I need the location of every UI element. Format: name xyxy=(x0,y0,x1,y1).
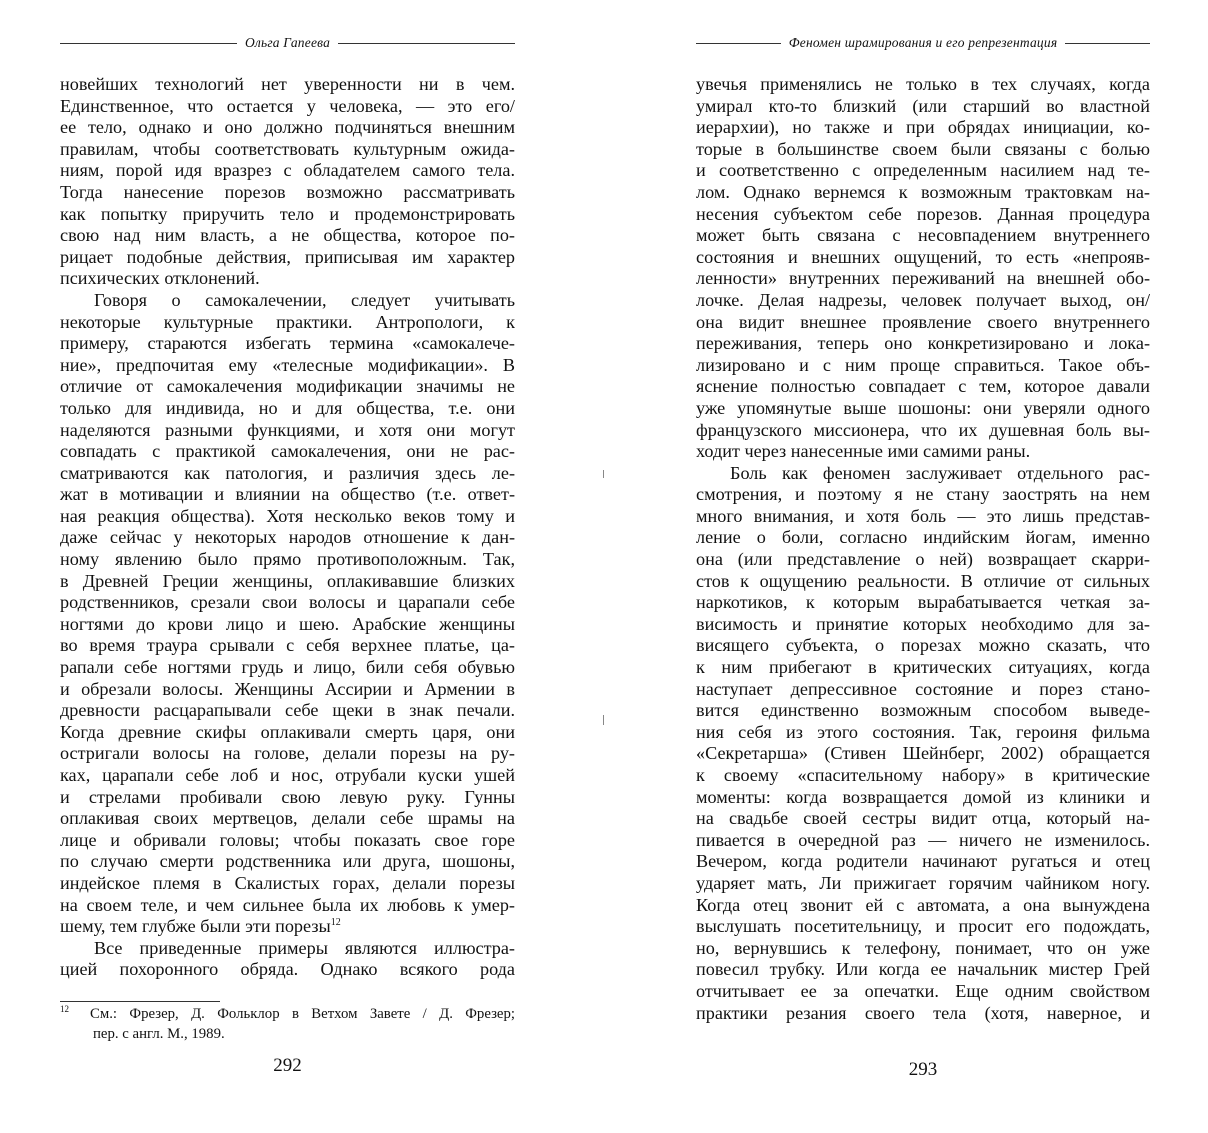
text-line xyxy=(60,851,515,873)
text-line xyxy=(696,268,1150,290)
text-line-content: цией похоронного обряда. Однако всякого рода xyxy=(60,959,515,980)
text-line xyxy=(696,938,1150,960)
text-line xyxy=(60,743,515,765)
text-line-content: пивается в очередной раз — ничего не изменилось. xyxy=(696,829,1150,850)
text-line-content: Все приведенные примеры являются иллюстра- xyxy=(94,937,515,958)
text-line-content: ние», предпочитая ему «телесные модификации». В xyxy=(60,354,515,375)
text-line xyxy=(696,873,1150,895)
text-line xyxy=(60,549,515,571)
right-page xyxy=(696,0,1150,1133)
text-line-content: ному явлению было прямо противоположным. Так, xyxy=(60,549,515,570)
text-line-content: переживания, теперь оно конкретизировано и лока- xyxy=(696,333,1150,354)
text-line xyxy=(60,895,515,917)
text-line-content: отчитывает ее за опечатки. Еще одним свойством xyxy=(696,980,1150,1001)
footnote-line: пер. с англ. М., 1989. xyxy=(93,1026,225,1042)
text-line xyxy=(696,743,1150,765)
text-line-content: ниям, порой идя вразрез с обладателем самого тела. xyxy=(60,160,515,181)
text-line xyxy=(696,247,1150,269)
text-line xyxy=(60,74,515,96)
text-line-content: она (или представление о ней) возвращает скарри- xyxy=(696,549,1150,570)
text-line xyxy=(60,160,515,182)
text-line xyxy=(60,506,515,528)
text-line xyxy=(60,290,515,312)
text-line xyxy=(60,700,515,722)
text-line xyxy=(696,959,1150,981)
text-line xyxy=(696,398,1150,420)
text-line xyxy=(696,225,1150,247)
text-line-content: новейших технологий нет уверенности ни в чем. xyxy=(60,74,515,94)
running-head-rule xyxy=(696,43,781,44)
text-line-content: ная реакция общества). Хотя несколько веков тому и xyxy=(60,505,515,526)
text-line-content: оплакивая своих мертвецов, делали себе шрамы на xyxy=(60,808,515,829)
text-line xyxy=(60,182,515,204)
text-line xyxy=(60,722,515,744)
text-line xyxy=(60,592,515,614)
text-line-content: лочке. Делая надрезы, человек получает выход, он/ xyxy=(696,289,1150,310)
text-line-content: свою над ним власть, а не общества, которое по- xyxy=(60,225,515,246)
text-line-content: стов к ощущению реальности. В отличие от сильных xyxy=(696,570,1150,591)
text-line-content: моменты: когда возвращается домой из клиники и xyxy=(696,786,1150,807)
text-line-content: яснение полностью совпадает с тем, которое давали xyxy=(696,376,1150,397)
text-line xyxy=(60,635,515,657)
text-line-content: по случаю смерти родственника или друга, шошоны, xyxy=(60,851,515,872)
text-line-content: психических отклонений. xyxy=(60,268,260,289)
text-line xyxy=(60,679,515,701)
text-line xyxy=(696,290,1150,312)
text-line-content: индейское племя в Скалистых горах, делали порезы xyxy=(60,872,515,893)
text-line xyxy=(60,657,515,679)
text-line xyxy=(60,225,515,247)
text-line-content: выслушать посетительницу, и просит его подождать, xyxy=(696,916,1150,937)
text-line xyxy=(696,355,1150,377)
text-line-content: Вечером, когда родители начинают ругаться и отец xyxy=(696,851,1150,872)
text-line-content: повесил трубку. Или когда ее начальник мистер Грей xyxy=(696,959,1150,980)
text-line-content: много внимания, и хотя боль — это лишь представ- xyxy=(696,505,1150,526)
text-line-content: правилам, чтобы соответствовать культурным ожида- xyxy=(60,138,515,159)
text-line xyxy=(696,117,1150,139)
text-line-content: увечья применялись не только в тех случаях, когда xyxy=(696,74,1150,94)
text-line xyxy=(60,938,515,960)
text-line-content: к ним прибегают в критических ситуациях, когда xyxy=(696,657,1150,678)
text-line xyxy=(60,268,515,290)
text-line-content: остригали волосы на голове, делали порезы на ру- xyxy=(60,743,515,764)
gutter-mark xyxy=(603,715,604,725)
text-line-content: несения субъектом себе порезов. Данная процедура xyxy=(696,203,1150,224)
right-running-head xyxy=(696,33,1150,53)
text-line xyxy=(696,679,1150,701)
text-line xyxy=(696,830,1150,852)
footnote-line: См.: Фрезер, Д. Фольклор в Ветхом Завете / Д. Фрезер; xyxy=(90,1006,515,1022)
text-line-content: ленности» внутренних переживаний на внешней обо- xyxy=(696,268,1150,289)
text-line xyxy=(60,441,515,463)
text-line xyxy=(696,484,1150,506)
text-line-content: родственников, срезали свои волосы и царапали себе xyxy=(60,592,515,613)
text-line-content: древности расцарапывали себе щеки в знак печали. xyxy=(60,700,515,721)
text-line xyxy=(696,139,1150,161)
text-line-content: наделяются разными функциями, и хотя они могут xyxy=(60,419,515,440)
text-line-content: состояния и внешних ощущений, то есть «непрояв- xyxy=(696,246,1150,267)
text-line-content: Тогда нанесение порезов возможно рассматривать xyxy=(60,181,515,202)
text-line xyxy=(60,830,515,852)
text-line-content: и соответственно с определенным насилием над те- xyxy=(696,160,1150,181)
text-line-content: ках, царапали себе лоб и нос, отрубали куски ушей xyxy=(60,765,515,785)
footnote-12: 12 См.: Фрезер, Д. Фольклор в Ветхом Завете / Д. Фрезер; пер. с англ. М., 1989. xyxy=(60,1004,515,1042)
text-line-content: жат в мотивации и влиянии на общество (т.е. ответ- xyxy=(60,484,515,505)
footnote-reference: 12 xyxy=(330,917,341,929)
text-line xyxy=(696,506,1150,528)
text-line xyxy=(60,247,515,269)
text-line xyxy=(60,204,515,226)
text-line-content: совпадать с практикой самокалечения, они не рас- xyxy=(60,441,515,462)
text-line-content: лизировано и с ним проще справиться. Такое объ- xyxy=(696,354,1150,375)
text-line xyxy=(696,895,1150,917)
text-line-content: во время траура срывали с себя верхнее платье, ца- xyxy=(60,635,515,656)
text-line xyxy=(60,916,515,938)
text-line-content: на своем теле, и чем сильнее была их любовь к умер- xyxy=(60,894,515,915)
text-line-content: в Древней Греции женщины, оплакивавшие близких xyxy=(60,570,515,591)
text-line xyxy=(696,981,1150,1003)
text-line-content: вится единственно возможным способом выведе- xyxy=(696,700,1150,721)
text-line xyxy=(60,571,515,593)
running-head-title: Феномен шрамирования и его репрезентация xyxy=(788,35,1058,50)
text-line xyxy=(60,463,515,485)
text-line-content: и обрезали волосы. Женщины Ассирии и Армении в xyxy=(60,678,515,699)
text-line-content: и стрелами пробивали свою левую руку. Гунны xyxy=(60,786,515,807)
text-line xyxy=(696,420,1150,442)
text-line-content: умирал кто-то близкий (или старший во властной xyxy=(696,95,1150,116)
text-line-content: как попытку приручить тело и продемонстрировать xyxy=(60,203,515,224)
text-line xyxy=(696,787,1150,809)
text-line-content: наступает депрессивное состояние и порез стано- xyxy=(696,678,1150,699)
text-line-content: уже упомянутые выше шошоны: они уверяли одного xyxy=(696,397,1150,418)
text-line xyxy=(696,527,1150,549)
text-line xyxy=(60,614,515,636)
text-line-content: иерархии), но также и при обрядах инициации, ко- xyxy=(696,117,1150,138)
left-running-head xyxy=(60,33,515,53)
text-line-content: Говоря о самокалечении, следует учитывать xyxy=(94,289,515,310)
text-line-content: некоторые культурные практики. Антропологи, к xyxy=(60,311,515,332)
text-line xyxy=(60,139,515,161)
text-line-content: лом. Однако вернемся к возможным трактовкам на- xyxy=(696,181,1150,202)
text-line xyxy=(696,657,1150,679)
text-line xyxy=(696,312,1150,334)
text-line xyxy=(696,765,1150,787)
text-line-content: рицает подобные действия, приписывая им характер xyxy=(60,246,515,267)
text-line-content: висимость и принятие которых необходимо для за- xyxy=(696,613,1150,634)
left-body-text xyxy=(60,74,515,981)
text-line-content: может быть связана с несовпадением внутреннего xyxy=(696,225,1150,246)
page-number-right: 293 xyxy=(908,1059,938,1080)
text-line xyxy=(60,527,515,549)
running-head-rule xyxy=(338,43,515,44)
text-line xyxy=(60,312,515,334)
text-line xyxy=(60,96,515,118)
footnote-separator xyxy=(60,1001,220,1002)
text-line xyxy=(696,463,1150,485)
text-line xyxy=(696,592,1150,614)
text-line xyxy=(696,160,1150,182)
text-line-content: «Секретарша» (Стивен Шейнберг, 2002) обращается xyxy=(696,743,1150,764)
text-line xyxy=(696,549,1150,571)
text-line xyxy=(696,916,1150,938)
text-line-content: Когда древние скифы оплакивали смерть царя, они xyxy=(60,721,515,742)
text-line-content: практики резания своего тела (хотя, наверное, и xyxy=(696,1002,1150,1023)
running-head-rule xyxy=(1065,43,1150,44)
text-line-content: французского миссионера, что их душевная боль вы- xyxy=(696,419,1150,440)
running-head-rule xyxy=(60,43,237,44)
text-line-content: ударяет мать, Ли прижигает горячим чайником ногу. xyxy=(696,872,1150,893)
text-line-content: ление о боли, согласно индийским йогам, именно xyxy=(696,527,1150,548)
page-number-left: 292 xyxy=(273,1055,302,1076)
text-line xyxy=(696,96,1150,118)
text-line-content: но, вернувшись к телефону, понимает, что он уже xyxy=(696,937,1150,958)
text-line-content: торые в большинстве своем были связаны с болью xyxy=(696,138,1150,159)
text-line-content: только для индивида, но и для общества, т.е. они xyxy=(60,397,515,418)
text-line-content: наркотиков, к которым вырабатывается четкая за- xyxy=(696,592,1150,613)
text-line xyxy=(696,614,1150,636)
text-line xyxy=(696,204,1150,226)
text-line-content: лице и обривали головы; чтобы показать свое горе xyxy=(60,829,515,850)
text-line xyxy=(696,700,1150,722)
text-line-content: Боль как феномен заслуживает отдельного рас- xyxy=(730,462,1150,483)
text-line xyxy=(696,722,1150,744)
left-page xyxy=(60,0,515,1133)
text-line-content: ее тело, однако и оно должно подчиняться внешним xyxy=(60,117,515,138)
text-line xyxy=(696,182,1150,204)
text-line-content: ходит через нанесенные ими самими раны. xyxy=(696,441,1031,462)
text-line xyxy=(696,74,1150,96)
text-line xyxy=(696,333,1150,355)
text-line xyxy=(60,398,515,420)
text-line xyxy=(60,420,515,442)
text-line xyxy=(696,635,1150,657)
text-line xyxy=(60,117,515,139)
right-body-text xyxy=(696,74,1150,1024)
text-line xyxy=(60,376,515,398)
text-line xyxy=(60,484,515,506)
text-line-content: Единственное, что остается у человека, — это его/ xyxy=(60,95,515,116)
text-line xyxy=(60,959,515,981)
text-line-content: ния себя из этого состояния. Так, героиня фильма xyxy=(696,721,1150,742)
text-line-content: висящего субъекта, о порезах можно сказать, что xyxy=(696,635,1150,656)
text-line xyxy=(60,333,515,355)
text-line-content: шему, тем глубже были эти порезы xyxy=(60,916,331,937)
text-line xyxy=(60,808,515,830)
text-line xyxy=(696,1003,1150,1025)
text-line-content: примеру, стараются избегать термина «самокалече- xyxy=(60,333,515,354)
text-line-content: на свадьбе своей сестры видит отца, который на- xyxy=(696,808,1150,829)
text-line xyxy=(696,851,1150,873)
text-line-content: она видит внешнее проявление своего внутреннего xyxy=(696,311,1150,332)
text-line xyxy=(696,376,1150,398)
gutter-mark xyxy=(603,470,604,478)
text-line-content: смотрения, и поэтому я не стану заострять на нем xyxy=(696,484,1150,505)
text-line-content: даже сейчас у некоторых народов отношение к дан- xyxy=(60,527,515,548)
text-line xyxy=(696,441,1150,463)
running-head-author: Ольга Гапеева xyxy=(244,35,331,50)
text-line xyxy=(60,765,515,787)
text-line-content: Когда отец звонит ей с автомата, а она вынуждена xyxy=(696,894,1150,915)
text-line-content: сматриваются как патология, и различия здесь ле- xyxy=(60,462,515,483)
text-line xyxy=(60,355,515,377)
text-line xyxy=(696,571,1150,593)
text-line-content: к своему «спасительному набору» в критические xyxy=(696,765,1150,785)
text-line xyxy=(60,873,515,895)
text-line xyxy=(60,787,515,809)
text-line xyxy=(696,808,1150,830)
text-line-content: отличие от самокалечения модификации значимы не xyxy=(60,376,515,397)
text-line-content: рапали себе ногтями грудь и лицо, били себя обувью xyxy=(60,657,515,678)
text-line-content: ногтями до крови лицо и шею. Арабские женщины xyxy=(60,613,515,634)
